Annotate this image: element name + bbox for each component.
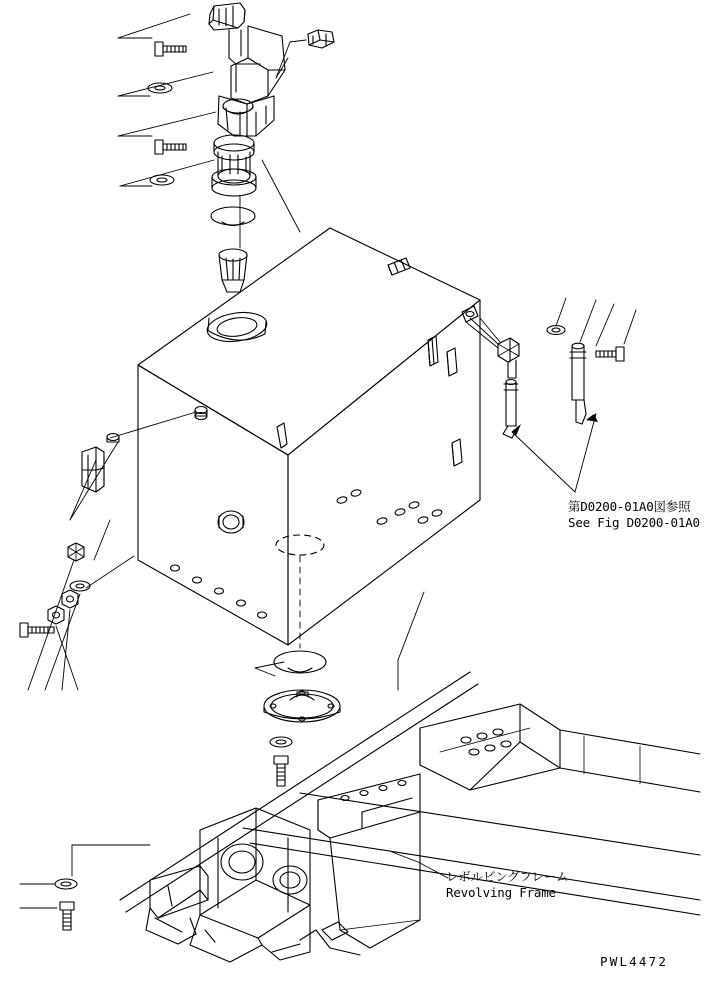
revolving-frame-label-en: Revolving Frame (446, 885, 556, 900)
see-fig-reference-jp: 第D0200-01A0図参照 (568, 499, 691, 514)
see-fig-reference-en: See Fig D0200-01A0 (568, 515, 700, 530)
drawing-code: PWL4472 (600, 954, 669, 969)
revolving-frame-label-jp: レボルビングフレーム (446, 869, 569, 884)
